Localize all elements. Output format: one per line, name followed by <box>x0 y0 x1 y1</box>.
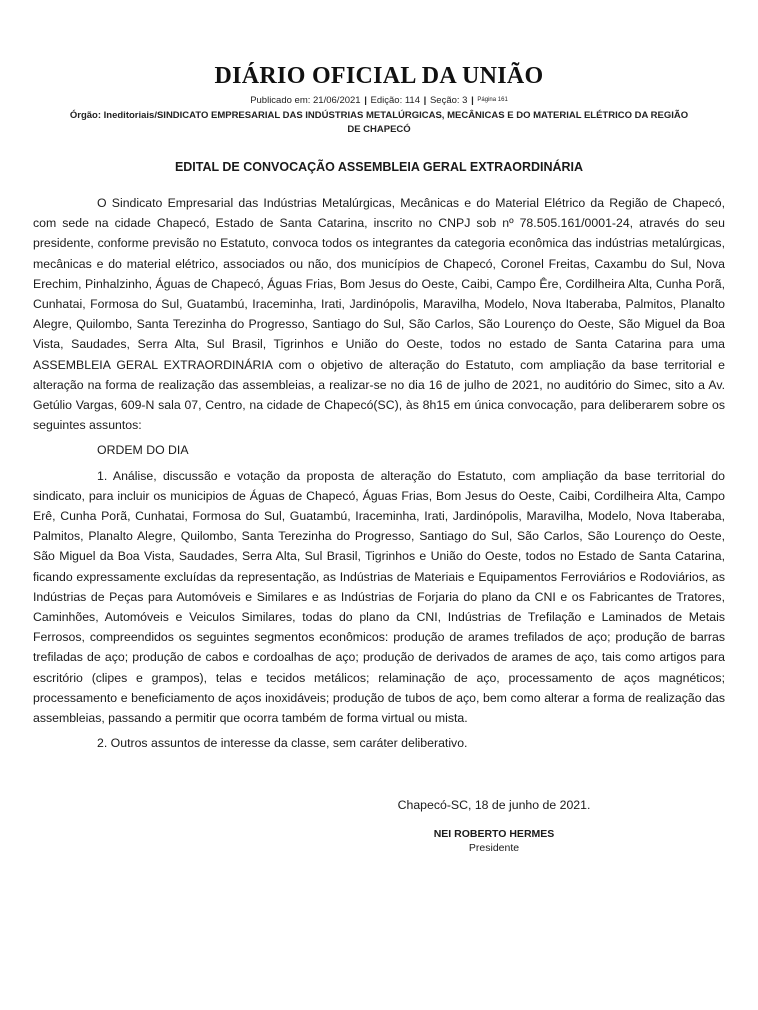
edition-number: Edição: 114 <box>370 95 421 107</box>
edital-title: EDITAL DE CONVOCAÇÃO ASSEMBLEIA GERAL EXTRAORDINÁRIA <box>174 160 584 175</box>
edital-body <box>28 193 730 753</box>
signer-name: NEI ROBERTO HERMES <box>433 827 555 840</box>
section-number: Seção: 3 <box>429 95 468 107</box>
page-number: Página 161 <box>477 97 508 103</box>
agenda-item-1: 1. Análise, discussão e votação da proposta de alteração do Estatuto, com ampliação da base territorial do sindicato, para incluir os municipios de Águas de Chapecó, Águas Frias, Bom Jesus do Oeste, Caibi, Cordilheira Alta, Campo Erê, Cunha Porã, Cunhatai, Formosa do Sul, Guatambú, Iraceminha, Irati, Jardinópolis, Maravilha, Modelo, Nova Itaberaba, Palmitos, Planalto Alegre, Quilombo, Santa Terezinha do Progresso, Santiago do Sul, São Carlos, São Lourenço do Oeste, São Miguel da Boa Vista, Saudades, Serra Alta, Sul Brasil, Tigrinhos e União do Oeste, todos no Estado de Santa Catarina, ficando expressamente excluídas da representação, as Indústrias de Materiais e Equipamentos Ferroviários e Rodoviários, as Indústrias de Peças para Automóveis e Similares e as Indústrias de Forjaria do plano da CNI e os Fabricantes de Tratores, Caminhões, Automóveis e Veiculos Similares, todas do plano da CNI, Indústrias de Trefilação e Laminados de Metais Ferrosos, compreendidos os seguintes segmentos econômicos: produção de arames trefilados de aço; produção de barras trefiladas de aço; produção de cabos e cordoalhas de aço; produção de derivados de arames de aço, tais como artigos para escritório (clipes e grampos), telas e tecidos metálicos; relaminação de aço, processamento de aços magnéticos; processamento e beneficiamento de aços inoxidáveis; produção de tubos de aço, bem como alterar a forma de realização das assembleias, passando a permitir que ocorra também de forma virtual ou mista. <box>33 468 725 726</box>
ordem-do-dia-heading: ORDEM DO DIA <box>97 443 189 458</box>
separator: | <box>423 95 427 107</box>
separator: | <box>364 95 367 107</box>
publication-info <box>28 94 730 107</box>
signer-role: Presidente <box>468 841 520 854</box>
separator: | <box>471 95 474 107</box>
agenda-item-2: 2. Outros assuntos de interesse da classe, sem caráter deliberativo. <box>97 736 468 751</box>
place-date: Chapecó-SC, 18 de junho de 2021. <box>397 797 591 812</box>
signature-block <box>258 796 730 856</box>
masthead-title: DIÁRIO OFICIAL DA UNIÃO <box>214 63 544 89</box>
published-date: Publicado em: 21/06/2021 <box>250 95 361 107</box>
intro-paragraph: O Sindicato Empresarial das Indústrias Metalúrgicas, Mecânicas e do Material Elétrico da Região de Chapecó, com sede na cidade Chapecó, Estado de Santa Catarina, inscrito no CNPJ sob nº 78.505.161/0001-24, através do seu presidente, conforme previsão no Estatuto, convoca todos os integrantes da categoria econômica das indústrias metalúrgicas, mecânicas e do material elétrico, associados ou não, dos municípios de Chapecó, Coronel Freitas, Caxambu do Sul, Nova Erechim, Pinhalzinho, Águas de Chapecó, Águas Frias, Bom Jesus do Oeste, Caibi, Campo Êre, Cordilheira Alta, Cunha Porã, Cunhatai, Formosa do Sul, Guatambú, Iraceminha, Irati, Jardinópolis, Maravilha, Modelo, Nova Itaberaba, Palmitos, Planalto Alegre, Quilombo, Santa Terezinha do Progresso, Santiago do Sul, São Carlos, São Lourenço do Oeste, São Miguel da Boa Vista, Saudades, Serra Alta, Sul Brasil, Tigrinhos e União do Oeste, todos no estado de Santa Catarina para uma ASSEMBLEIA GERAL EXTRAORDINÁRIA com o objetivo de alteração do Estatuto, com ampliação da base territorial e alteração na forma de realização das assembleias, a realizar-se no dia 16 de julho de 2021, no auditório do Simec, sito a Av. Getúlio Vargas, 609-N sala 07, Centro, na cidade de Chapecó(SC), às 8h15 em única convocação, para deliberarem sobre os seguintes assuntos: <box>33 196 725 433</box>
orgao-line: Órgão: Ineditoriais/SINDICATO EMPRESARIAL DAS INDÚSTRIAS METALÚRGICAS, MECÂNICAS E DO MATERIAL ELÉTRICO DA REGIÃO DE CHAPECÓ <box>69 110 689 136</box>
